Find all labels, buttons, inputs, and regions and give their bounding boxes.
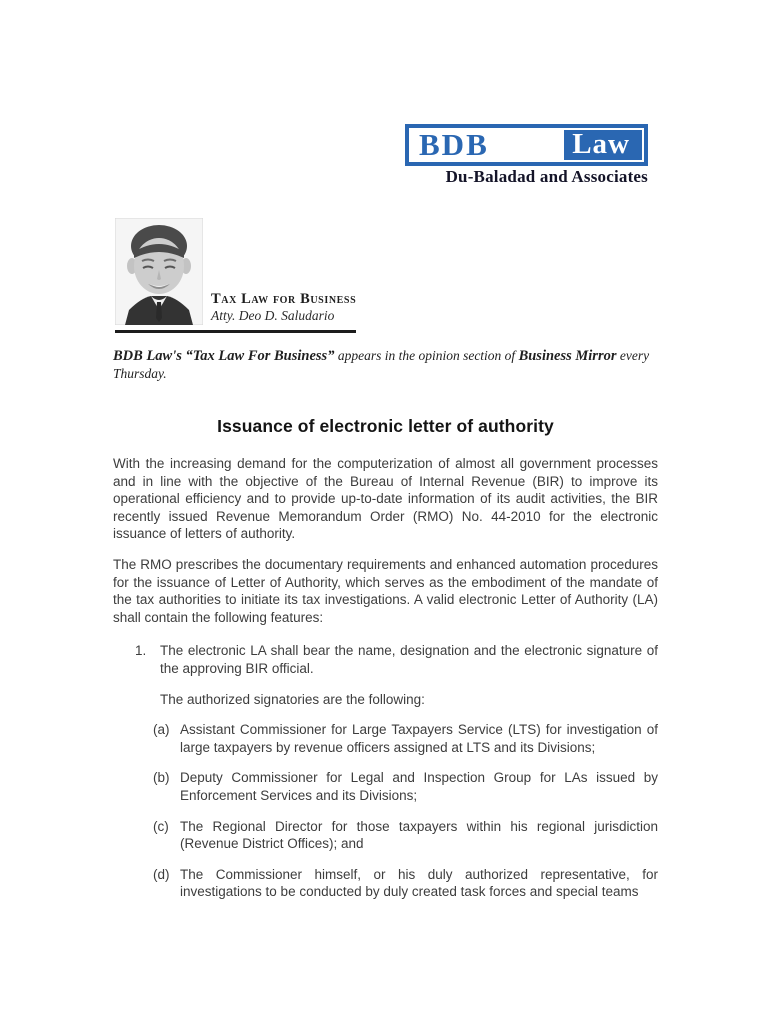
bdb-law-logo-box bbox=[405, 124, 648, 166]
logo-subtitle: Du-Baladad and Associates bbox=[445, 167, 648, 186]
article bbox=[113, 416, 658, 927]
sub-item-a bbox=[153, 721, 658, 756]
list-item-text: The electronic LA shall bear the name, designation and the electronic signature of the approving BIR official. bbox=[160, 643, 658, 676]
sub-item-label: (a) bbox=[153, 722, 170, 738]
sub-list-intro: The authorized signatories are the following: bbox=[160, 691, 425, 707]
byline-inner bbox=[115, 218, 356, 333]
sub-item-text: The Commissioner himself, or his duly authorized representative, for investigations to be conducted by duly created task forces and special teams bbox=[180, 866, 658, 900]
numbered-list-item-1 bbox=[113, 642, 658, 914]
column-author: Atty. Deo D. Saludario bbox=[211, 308, 335, 323]
sub-item-label: (d) bbox=[153, 866, 170, 882]
paragraph-2: The RMO prescribes the documentary requirements and enhanced automation procedures for the issuance of Letter of Authority, which serves as the embodiment of the mandate of the tax authorities to initiate its tax investigations. A valid electronic Letter of Authority (LA) shall contain the following features: bbox=[113, 556, 658, 625]
author-photo bbox=[115, 218, 203, 325]
list-number: 1. bbox=[135, 643, 147, 659]
sub-item-d bbox=[153, 866, 658, 901]
sub-item-text: The Regional Director for those taxpayers within his regional jurisdiction (Revenue District Offices); and bbox=[180, 818, 658, 852]
byline-caption bbox=[211, 291, 356, 325]
sub-item-text: Assistant Commissioner for Large Taxpayers Service (LTS) for investigation of large taxpayers by revenue officers assigned at LTS and its Divisions; bbox=[180, 722, 658, 755]
sub-item-b bbox=[153, 769, 658, 804]
sub-item-c bbox=[153, 818, 658, 853]
logo-law-text: Law bbox=[564, 130, 642, 160]
column-title: Tax Law for Business bbox=[211, 291, 357, 307]
note-publication: Business Mirror bbox=[518, 348, 617, 364]
list-item-body bbox=[153, 642, 658, 914]
article-title: Issuance of electronic letter of authority bbox=[217, 416, 554, 436]
sub-item-text: Deputy Commissioner for Legal and Inspection Group for LAs issued by Enforcement Services and its Divisions; bbox=[180, 770, 658, 803]
note-tail: every Thursday. bbox=[113, 348, 650, 381]
note-middle: appears in the opinion section of bbox=[334, 348, 519, 363]
sub-item-label: (b) bbox=[153, 770, 170, 786]
note-lead: BDB Law's “Tax Law For Business” bbox=[113, 348, 335, 364]
paragraph-1: With the increasing demand for the computerization of almost all government processes and in line with the objective of the Bureau of Internal Revenue (BIR) to improve its operational efficiency and to provide up-to-date information of its audit activities, the BIR recently issued Revenue Memorandum Order (RMO) No. 44-2010 for the electronic issuance of letters of authority. bbox=[113, 456, 658, 542]
publication-note bbox=[113, 347, 658, 382]
sub-item-label: (c) bbox=[153, 818, 169, 834]
logo-bdb-text: BDB bbox=[419, 127, 489, 162]
byline-block bbox=[115, 218, 356, 333]
bdb-law-logo bbox=[405, 124, 648, 187]
